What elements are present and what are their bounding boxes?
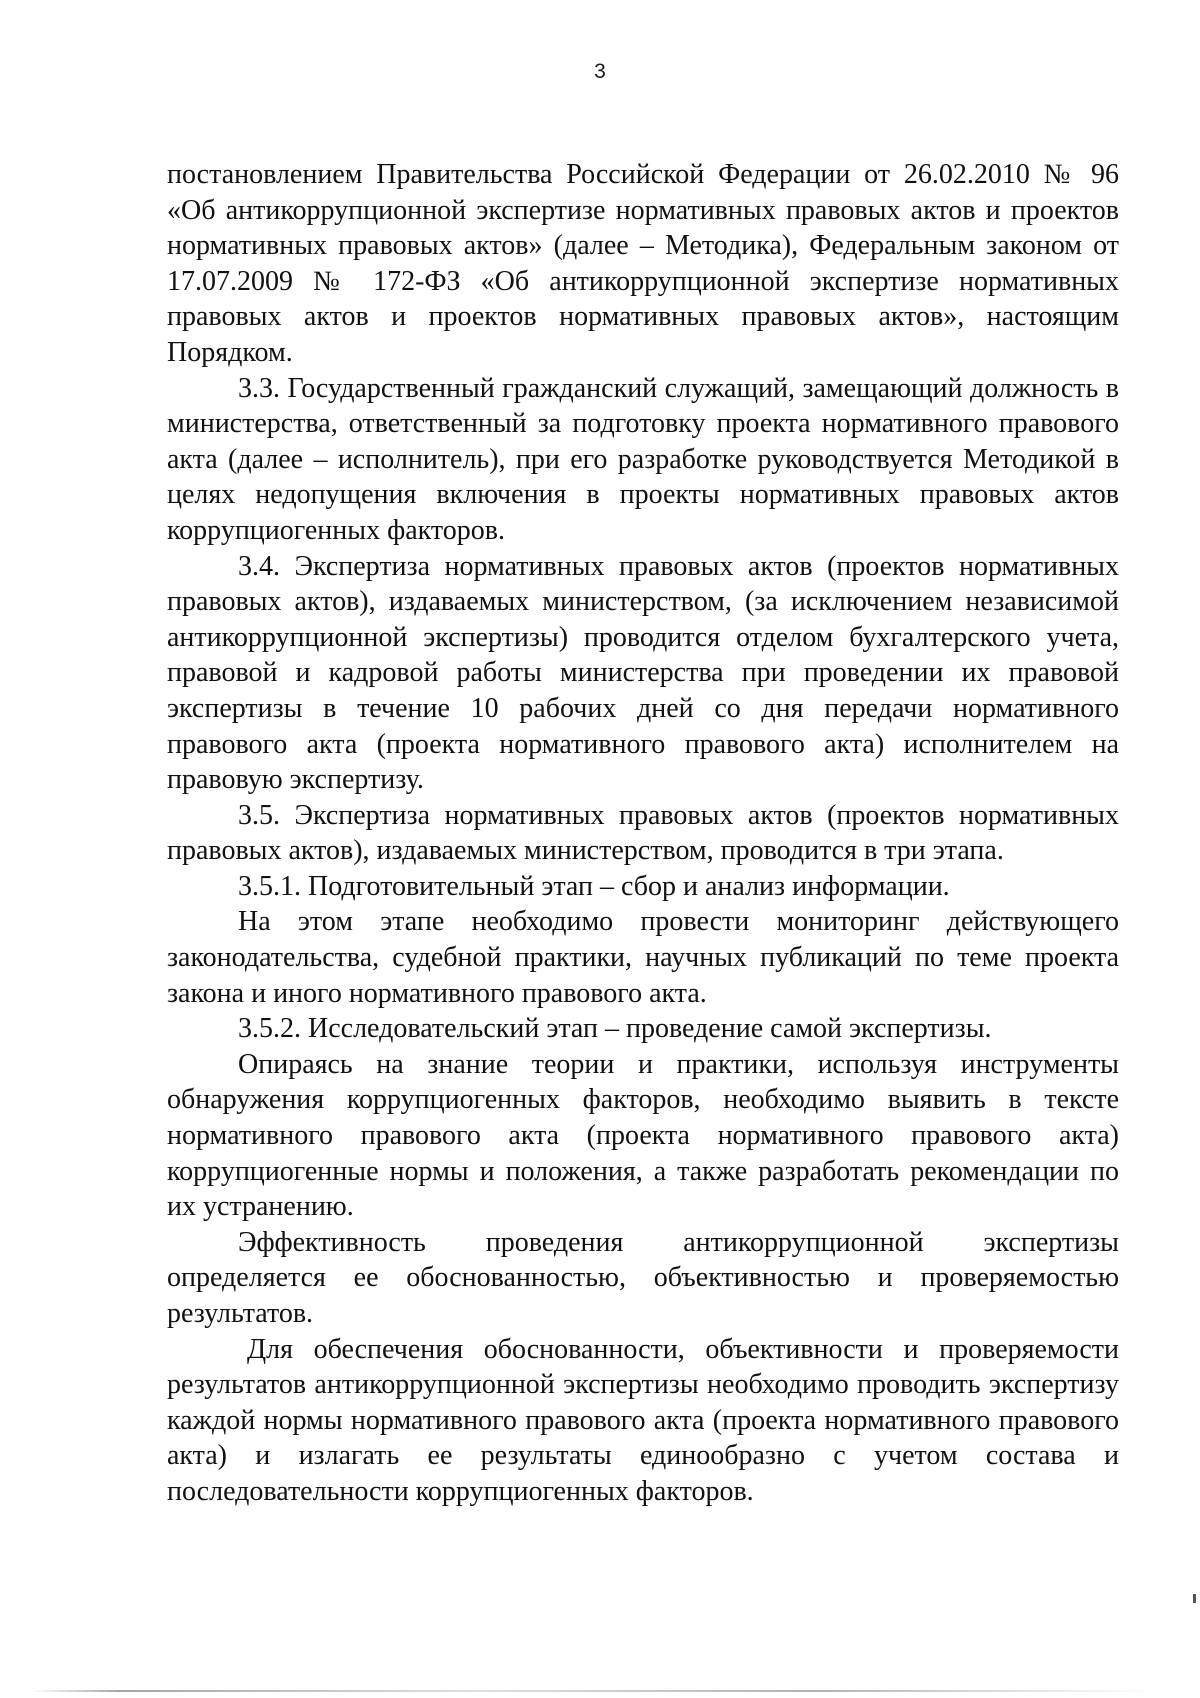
paragraph-monitoring: На этом этапе необходимо провести мониторинг действующего законодательства, судебной практики, научных публикаций по теме проекта закона и иного нормативного правового акта. (167, 906, 1119, 1009)
paragraph-3-5-1: 3.5.1. Подготовительный этап – сбор и анализ информации. (238, 870, 950, 902)
paragraph-3-5-2: 3.5.2. Исследовательский этап – проведение самой экспертизы. (238, 1013, 992, 1045)
paragraph-effectiveness: Эффективность проведения антикоррупционной экспертизы определяется ее обоснованностью, объективностью и проверяемостью результатов. (167, 1226, 1119, 1329)
scan-artifact-mark (1193, 1594, 1196, 1603)
paragraph-continuation: постановлением Правительства Российской Федерации от 26.02.2010 № 96 «Об антикоррупционной экспертизе нормативных правовых актов и проектов нормативных правовых актов» (далее – Методика), Федеральным законом от 17.07.2009 № 172-ФЗ «Об антикоррупционной экспертизе нормативных правовых актов и проектов нормативных правовых актов», настоящим Порядком. (167, 159, 1119, 368)
paragraph-research: Опираясь на знание теории и практики, используя инструменты обнаружения коррупциогенных факторов, необходимо выявить в тексте нормативного правового акта (проекта нормативного правового акта) коррупциогенные нормы и положения, а также разработать рекомендации по их устранению. (167, 1048, 1119, 1223)
paragraph-validity: Для обеспечения обоснованности, объективности и проверяемости результатов антикоррупционной экспертизы необходимо проводить экспертизу каждой нормы нормативного правового акта (проекта нормативного правового акта) и излагать ее результаты единообразно с учетом состава и последовательности коррупциогенных факторов. (167, 1333, 1119, 1507)
document-body (167, 157, 1119, 1510)
paragraph-3-5: 3.5. Экспертиза нормативных правовых актов (проектов нормативных правовых актов), издаваемых министерством, проводится в три этапа. (167, 799, 1119, 867)
scan-bottom-edge (30, 1690, 1150, 1692)
paragraph-3-3: 3.3. Государственный гражданский служащий, замещающий должность в министерства, ответственный за подготовку проекта нормативного правового акта (далее – исполнитель), при его разработке руководствуется Методикой в целях недопущения включения в проекты нормативных правовых актов коррупциогенных факторов. (167, 372, 1119, 546)
paragraph-3-4: 3.4. Экспертиза нормативных правовых актов (проектов нормативных правовых актов), издаваемых министерством, (за исключением независимой антикоррупционной экспертизы) проводится отделом бухгалтерского учета, правовой и кадровой работы министерства при проведении их правовой экспертизы в течение 10 рабочих дней со дня передачи нормативного правового акта (проекта нормативного правового акта) исполнителем на правовую экспертизу. (167, 550, 1119, 796)
page-number: 3 (594, 60, 606, 83)
